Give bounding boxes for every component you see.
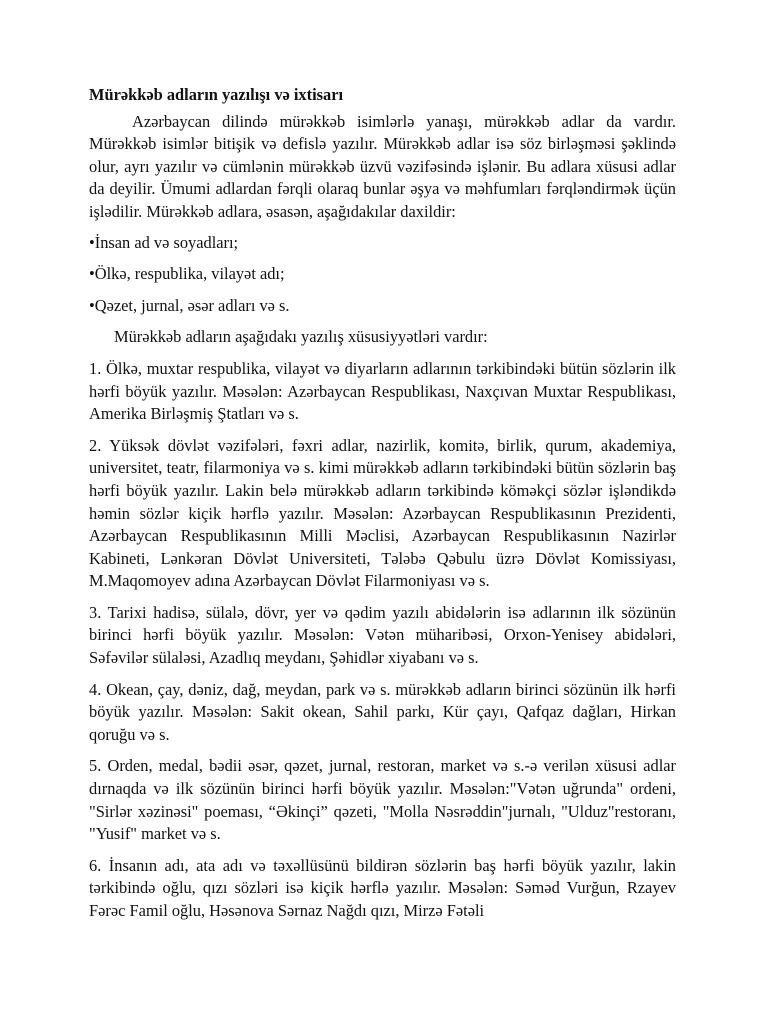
rule-paragraph-3: 3. Tarixi hadisə, sülalə, dövr, yer və qədim yazılı abidələrin isə adlarının ilk sözünün birinci hərfi böyük yazılır. Məsələn: Vətən müharibəsi, Orxon-Yenisey abidələri, Səfəvilər sülaləsi, Azadlıq meydanı, Şəhidlər xiyabanı və s. — [89, 602, 676, 668]
document-title: Mürəkkəb adların yazılışı və ixtisarı — [89, 85, 344, 104]
intro-paragraph: Azərbaycan dilində mürəkkəb isimlərlə yanaşı, mürəkkəb adlar da vardır. Mürəkkəb isimlər bitişik və defislə yazılır. Mürəkkəb adlar isə söz birləşməsi şəklində olur, ayrı yazılır və cümlənin mürəkkəb üzvü vəzifəsində işlənir. Bu adlara xüsusi adlar da deyilir. Ümumi adlardan fərqli olaraq bunlar əşya və məhfumları fərqləndirmək üçün işlədilir. Mürəkkəb adlara, əsasən, aşağıdakılar daxildir: — [89, 111, 676, 221]
bullet-item: •Qəzet, jurnal, əsər adları və s. — [89, 295, 290, 315]
bullet-item: •İnsan ad və soyadları; — [89, 232, 239, 252]
rule-paragraph-5: 5. Orden, medal, bədii əsər, qəzet, jurnal, restoran, market və s.-ə verilən xüsusi adlar dırnaqda və ilk sözünün birinci hərfi böyük yazılır. Məsələn:"Vətən uğrunda" ordeni, "Sirlər xəzinəsi" poeması, “Əkinçi” qəzeti, "Molla Nəsrəddin"jurnalı, "Ulduz"restoranı, "Yusif" market və s. — [89, 756, 676, 844]
rule-paragraph-1: 1. Ölkə, muxtar respublika, vilayət və diyarların adlarının tərkibindəki bütün sözlərin ilk hərfi böyük yazılır. Məsələn: Azərbaycan Respublikası, Naxçıvan Muxtar Respublikası, Amerika Birləşmiş Ştatları və s. — [89, 358, 676, 424]
bullet-item: •Ölkə, respublika, vilayət adı; — [89, 264, 285, 284]
rule-paragraph-2: 2. Yüksək dövlət vəzifələri, fəxri adlar, nazirlik, komitə, birlik, qurum, akademiya, universitet, teatr, filarmoniya və s. kimi mürəkkəb adların tərkibindəki bütün sözlərin baş hərfi böyük yazılır. Lakin belə mürəkkəb adların tərkibində köməkçi sözlər işləndikdə həmin sözlər kiçik hərflə yazılır. Məsələn: Azərbaycan Respublikasının Prezidenti, Azərbaycan Respublikasının Milli Məclisi, Azərbaycan Respublikasının Nazirlər Kabineti, Lənkəran Dövlət Universiteti, Tələbə Qəbulu üzrə Dövlət Komissiyası, M.Maqomoyev adına Azərbaycan Dövlət Filarmoniyası və s. — [89, 435, 676, 591]
rule-paragraph-4: 4. Okean, çay, dəniz, dağ, meydan, park və s. mürəkkəb adların birinci sözünün ilk hərfi böyük yazılır. Məsələn: Sakit okean, Sahil parkı, Kür çayı, Qafqaz dağları, Hirkan qoruğu və s. — [89, 679, 676, 744]
rule-paragraph-6: 6. İnsanın adı, ata adı və təxəllüsünü bildirən sözlərin baş hərfi böyük yazılır, lakin tərkibində oğlu, qızı sözləri isə kiçik hərflə yazılır. Məsələn: Səməd Vurğun, Rzayev Fərəc Famil oğlu, Həsənova Sərnaz Nağdı qızı, Mirzə Fətəli — [89, 855, 676, 920]
document-page — [89, 84, 676, 932]
rules-intro: Mürəkkəb adların aşağıdakı yazılış xüsusiyyətləri vardır: — [114, 327, 488, 347]
